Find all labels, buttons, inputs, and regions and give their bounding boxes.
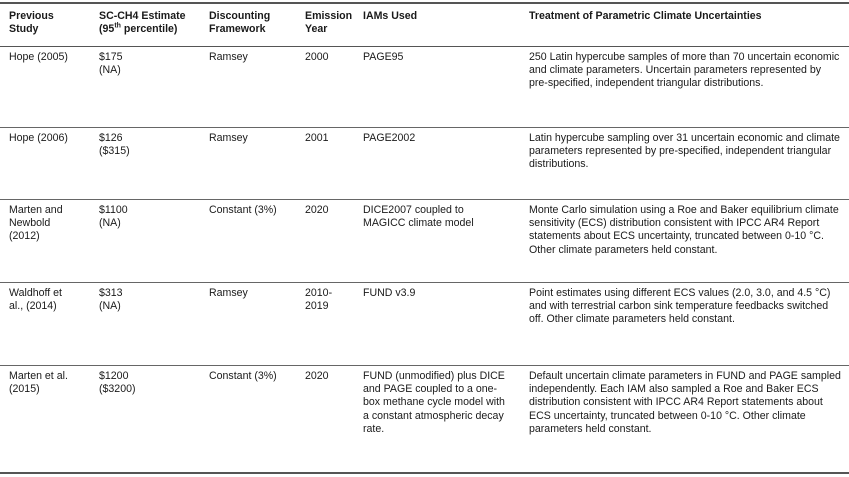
study-cell: Waldhoff et al., (2014) [9,287,62,313]
estimate-cell [90,47,200,128]
year-cell: 2000 [305,51,329,63]
study-cell: Hope (2006) [9,132,68,144]
studies-table [0,2,849,474]
estimate-cell [90,128,200,200]
percentile-95-value: (NA) [99,300,121,313]
table-row [0,200,849,283]
iams-cell: PAGE2002 [363,132,416,144]
estimate-value: $1100 [99,204,128,216]
header-estimate [90,3,200,47]
table-body [0,47,849,473]
estimate-value: $1200 [99,370,129,382]
table-row [0,283,849,366]
estimate-cell [90,366,200,473]
treatment-cell: 250 Latin hypercube samples of more than 70 uncertain economic and climate parameters. Uncertain parameters represented by pre-specified, independent triangular distributions. [529,51,840,90]
iams-cell: FUND (unmodified) plus DICE and PAGE coupled to a one-box methane cycle model with a constant atmospheric decay rate. [363,370,505,435]
estimate-value: $126 [99,132,123,144]
iams-cell: FUND v3.9 [363,287,416,299]
header-study: Previous Study [9,10,54,36]
iams-cell: PAGE95 [363,51,404,63]
year-cell: 2001 [305,132,329,144]
discounting-cell: Ramsey [209,132,248,144]
discounting-cell: Ramsey [209,287,248,299]
header-row [0,3,849,47]
percentile-95-value: ($315) [99,145,130,158]
header-year: Emission Year [305,10,353,36]
study-cell: Marten and Newbold (2012) [9,204,63,243]
year-cell: 2020 [305,204,329,216]
header-estimate-line2: (95 [99,23,115,36]
table-row [0,366,849,473]
percentile-95-value: (NA) [99,217,121,230]
discounting-cell: Constant (3%) [209,370,277,382]
treatment-cell: Monte Carlo simulation using a Roe and Baker equilibrium climate sensitivity (ECS) distribution consistent with IPCC AR4 Report statements about ECS uncertainty, truncated between 0-10 °C. Other climate parameters held constant. [529,204,839,256]
estimate-cell [90,200,200,283]
treatment-cell: Latin hypercube sampling over 31 uncertain economic and climate parameters represented by pre-specified, independent triangular distributions. [529,132,840,171]
discounting-cell: Constant (3%) [209,204,277,216]
treatment-cell: Default uncertain climate parameters in FUND and PAGE sampled independently. Each IAM also sampled a Roe and Baker ECS distribution consistent with IPCC AR4 Report statements about ECS uncertainty, truncated between 0-10 °C. Other climate parameters held constant. [529,370,841,435]
table-row [0,47,849,128]
header-estimate-line1: SC-CH4 Estimate [99,10,186,22]
estimate-value: $313 [99,287,123,299]
header-treatment: Treatment of Parametric Climate Uncertainties [529,10,762,22]
estimate-cell [90,283,200,366]
header-estimate-line2-end: percentile) [120,23,178,36]
treatment-cell: Point estimates using different ECS values (2.0, 3.0, and 4.5 °C) and with terrestrial carbon sink temperature feedbacks switched off. Other climate parameters held constant. [529,287,831,326]
estimate-value: $175 [99,51,123,63]
header-discounting: Discounting Framework [209,10,271,36]
discounting-cell: Ramsey [209,51,248,63]
header-iams: IAMs Used [363,10,418,22]
year-cell: 2010-2019 [305,287,333,313]
iams-cell: DICE2007 coupled to MAGICC climate model [363,204,474,230]
study-cell: Marten et al. (2015) [9,370,68,396]
percentile-95-value: ($3200) [99,383,136,396]
study-cell: Hope (2005) [9,51,68,63]
header-estimate-sup: th [114,22,121,30]
year-cell: 2020 [305,370,329,382]
table-row [0,128,849,200]
percentile-95-value: (NA) [99,64,121,77]
